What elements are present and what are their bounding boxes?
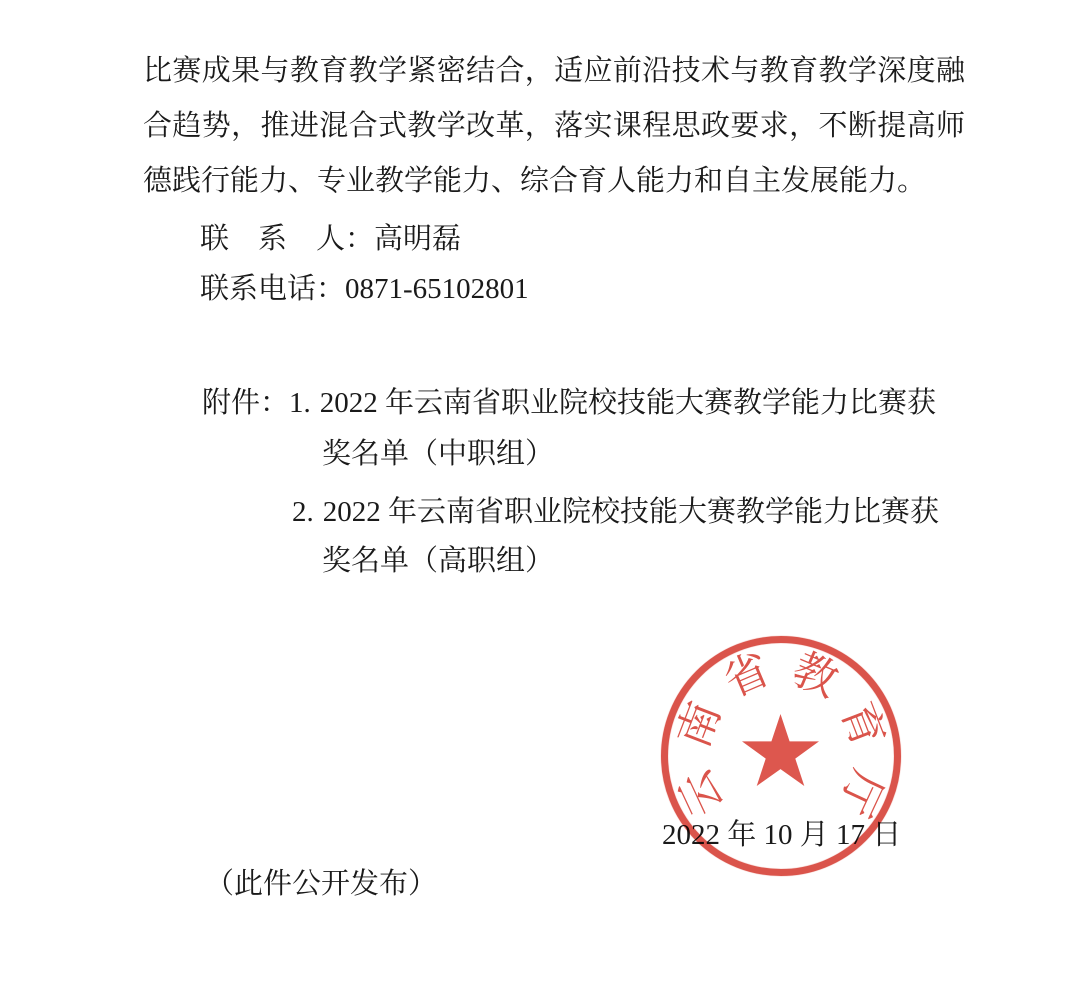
paragraph-line: 合趋势，推进混合式教学改革，落实课程思政要求，不断提高师 <box>143 110 965 142</box>
official-seal <box>661 636 901 876</box>
seal-character: 教 <box>785 644 846 707</box>
attachment-2-number: 2. <box>292 496 314 528</box>
seal-character: 厅 <box>828 762 892 824</box>
contact-person-value: 高明磊 <box>374 223 462 255</box>
seal-character: 省 <box>716 644 777 707</box>
body-paragraph <box>143 44 965 209</box>
seal-character: 育 <box>831 695 894 755</box>
contact-phone-label: 联系电话： <box>200 273 346 305</box>
seal-character: 云 <box>670 762 734 824</box>
attachment-1-number: 1. <box>289 387 311 419</box>
attachment-1-title-line1: 2022 年云南省职业院校技能大赛教学能力比赛获 <box>319 387 937 419</box>
attachment-2-title-line2: 奖名单（高职组） <box>322 545 555 577</box>
attachment-row-4 <box>322 534 554 589</box>
contact-phone-value: 0871-65102801 <box>345 273 529 305</box>
paragraph-line: 比赛成果与教育教学紧密结合，适应前沿技术与教育教学深度融 <box>143 55 965 87</box>
attachment-row-1 <box>202 376 936 431</box>
attachment-row-3 <box>292 485 939 540</box>
contact-person-label: 联 系 人： <box>200 223 375 255</box>
attachment-2-title-line1: 2022 年云南省职业院校技能大赛教学能力比赛获 <box>322 496 940 528</box>
public-release-note: （此件公开发布） <box>205 868 438 900</box>
attachment-row-2 <box>322 427 554 482</box>
attachments-label: 附件： <box>202 387 290 419</box>
seal-character: 南 <box>668 695 731 755</box>
attachment-1-title-line2: 奖名单（中职组） <box>322 438 555 470</box>
contact-person-row <box>200 212 461 267</box>
paragraph-line: 德践行能力、专业教学能力、综合育人能力和自主发展能力。 <box>143 165 927 197</box>
issue-date: 2022 年 10 月 17 日 <box>662 819 902 851</box>
contact-phone-row <box>200 262 529 317</box>
